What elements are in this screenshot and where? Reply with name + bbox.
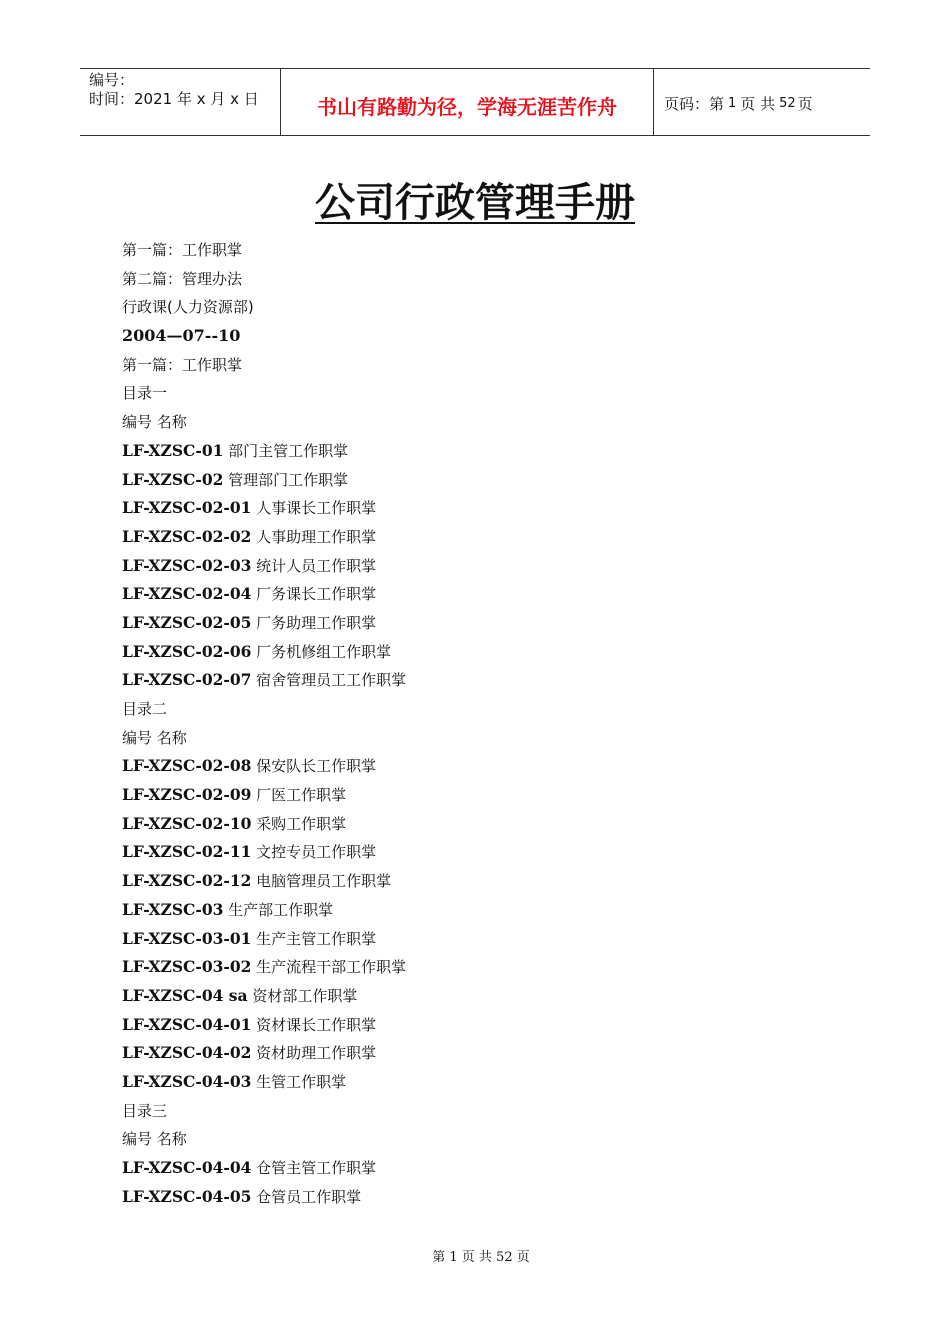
index-entry bbox=[122, 810, 842, 839]
entry-name: 人事助理工作职掌 bbox=[256, 527, 377, 546]
index-entry bbox=[122, 982, 842, 1011]
line-text: 第一篇：工作职掌 bbox=[122, 355, 243, 374]
header-motto: 书山有路勤为径，学海无涯苦作舟 bbox=[281, 69, 654, 135]
entry-code: LF-XZSC-03-01 bbox=[122, 928, 252, 948]
entry-code: LF-XZSC-03-02 bbox=[122, 957, 252, 977]
entry-code: LF-XZSC-02-08 bbox=[122, 756, 252, 776]
entry-name: 生产部工作职掌 bbox=[228, 900, 334, 919]
entry-name: 厂务课长工作职掌 bbox=[256, 585, 377, 604]
index-entry bbox=[122, 1039, 842, 1068]
entry-name: 仓管员工作职掌 bbox=[256, 1187, 362, 1206]
index-entry bbox=[122, 466, 842, 495]
text-line bbox=[122, 695, 842, 724]
page-number: 1 bbox=[728, 95, 737, 111]
index-entry bbox=[122, 1011, 842, 1040]
entry-code: LF-XZSC-02-07 bbox=[122, 670, 252, 690]
entry-name: 保安队长工作职掌 bbox=[256, 757, 377, 776]
text-line bbox=[122, 1097, 842, 1126]
entry-code: LF-XZSC-02-09 bbox=[122, 785, 252, 805]
entry-code: LF-XZSC-04-01 bbox=[122, 1014, 252, 1034]
index-entry bbox=[122, 896, 842, 925]
entry-code: LF-XZSC-04-04 bbox=[122, 1158, 252, 1177]
index-entry bbox=[122, 781, 842, 810]
entry-name: 厂务助理工作职掌 bbox=[256, 613, 377, 632]
index-entry bbox=[122, 1183, 842, 1212]
page-label: 页码：第 bbox=[664, 94, 725, 113]
index-entry bbox=[122, 523, 842, 552]
entry-code: LF-XZSC-04-02 bbox=[122, 1043, 252, 1063]
page-mid: 页 共 bbox=[740, 94, 776, 113]
index-entry bbox=[122, 494, 842, 523]
index-entry bbox=[122, 638, 842, 667]
entry-name: 厂务机修组工作职掌 bbox=[256, 642, 392, 661]
line-text: 第二篇：管理办法 bbox=[122, 269, 243, 288]
text-line bbox=[122, 265, 842, 294]
text-line bbox=[122, 379, 842, 408]
entry-code: LF-XZSC-02-12 bbox=[122, 871, 252, 891]
line-text: 编号 名称 bbox=[122, 413, 187, 432]
index-entry bbox=[122, 925, 842, 954]
text-line bbox=[122, 322, 842, 351]
index-entry bbox=[122, 953, 842, 982]
header-info-cell bbox=[80, 69, 281, 135]
entry-name: 资材部工作职掌 bbox=[252, 986, 358, 1005]
entry-name: 生产主管工作职掌 bbox=[256, 929, 377, 948]
index-entry bbox=[122, 838, 842, 867]
index-entry bbox=[122, 437, 842, 466]
index-entry bbox=[122, 552, 842, 581]
entry-code: LF-XZSC-02-01 bbox=[122, 498, 252, 518]
entry-code: LF-XZSC-03 bbox=[122, 899, 224, 919]
index-entry bbox=[122, 1068, 842, 1097]
entry-name: 厂医工作职掌 bbox=[256, 786, 347, 805]
entry-name: 管理部门工作职掌 bbox=[228, 470, 349, 489]
entry-name: 宿舍管理员工工作职掌 bbox=[256, 671, 407, 690]
entry-code: LF-XZSC-02-10 bbox=[122, 813, 252, 833]
line-text: 行政课(人力资源部) bbox=[122, 298, 254, 317]
entry-code: LF-XZSC-02-06 bbox=[122, 641, 252, 661]
entry-name: 电脑管理员工作职掌 bbox=[256, 872, 392, 891]
entry-name: 生管工作职掌 bbox=[256, 1072, 347, 1091]
entry-name: 仓管主管工作职掌 bbox=[256, 1159, 377, 1177]
text-line bbox=[122, 236, 842, 265]
entry-code: LF-XZSC-02-02 bbox=[122, 526, 252, 546]
document-title-text: 公司行政管理手册 bbox=[315, 180, 635, 226]
text-line bbox=[122, 1125, 842, 1154]
entry-code: LF-XZSC-02-05 bbox=[122, 612, 252, 632]
index-entry bbox=[122, 666, 842, 695]
number-label: 编号： bbox=[89, 71, 135, 89]
header-page-cell bbox=[654, 69, 870, 135]
entry-code: LF-XZSC-01 bbox=[122, 440, 224, 460]
line-text: 目录一 bbox=[122, 384, 168, 403]
entry-name: 采购工作职掌 bbox=[256, 814, 347, 833]
text-line bbox=[122, 408, 842, 437]
entry-code: LF-XZSC-02-11 bbox=[122, 842, 252, 862]
entry-code: LF-XZSC-02-03 bbox=[122, 555, 252, 575]
index-entry bbox=[122, 609, 842, 638]
entry-name: 资材课长工作职掌 bbox=[256, 1015, 377, 1034]
page-header bbox=[80, 68, 870, 136]
index-entry bbox=[122, 752, 842, 781]
document-title bbox=[0, 178, 950, 228]
page-footer: 第 1 页 共 52 页 bbox=[432, 1250, 530, 1265]
text-line bbox=[122, 351, 842, 380]
entry-name: 文控专员工作职掌 bbox=[256, 843, 377, 862]
line-text: 目录二 bbox=[122, 700, 168, 718]
text-line bbox=[122, 293, 842, 322]
line-text: 2004—07--10 bbox=[122, 326, 241, 346]
entry-name: 统计人员工作职掌 bbox=[256, 556, 377, 575]
entry-name: 部门主管工作职掌 bbox=[228, 441, 349, 460]
index-entry bbox=[122, 867, 842, 896]
entry-name: 生产流程干部工作职掌 bbox=[256, 958, 407, 977]
page-total: 52 bbox=[779, 95, 796, 111]
index-entry bbox=[122, 580, 842, 609]
time-label: 时间：2021 年 x 月 x 日 bbox=[89, 90, 259, 108]
line-text: 编号 名称 bbox=[122, 728, 187, 747]
entry-code: LF-XZSC-04-05 bbox=[122, 1186, 252, 1206]
line-text: 第一篇：工作职掌 bbox=[122, 241, 243, 259]
index-entry bbox=[122, 1154, 842, 1183]
entry-code: LF-XZSC-04-03 bbox=[122, 1071, 252, 1091]
entry-name: 资材助理工作职掌 bbox=[256, 1044, 377, 1063]
line-text: 目录三 bbox=[122, 1101, 168, 1120]
page-suffix: 页 bbox=[797, 94, 813, 113]
entry-code: LF-XZSC-02 bbox=[122, 469, 224, 489]
text-line bbox=[122, 724, 842, 753]
document-body bbox=[122, 236, 842, 1211]
entry-code: LF-XZSC-02-04 bbox=[122, 584, 252, 604]
line-text: 编号 名称 bbox=[122, 1130, 187, 1149]
entry-code: LF-XZSC-04 sa bbox=[122, 985, 248, 1005]
entry-name: 人事课长工作职掌 bbox=[256, 499, 377, 518]
